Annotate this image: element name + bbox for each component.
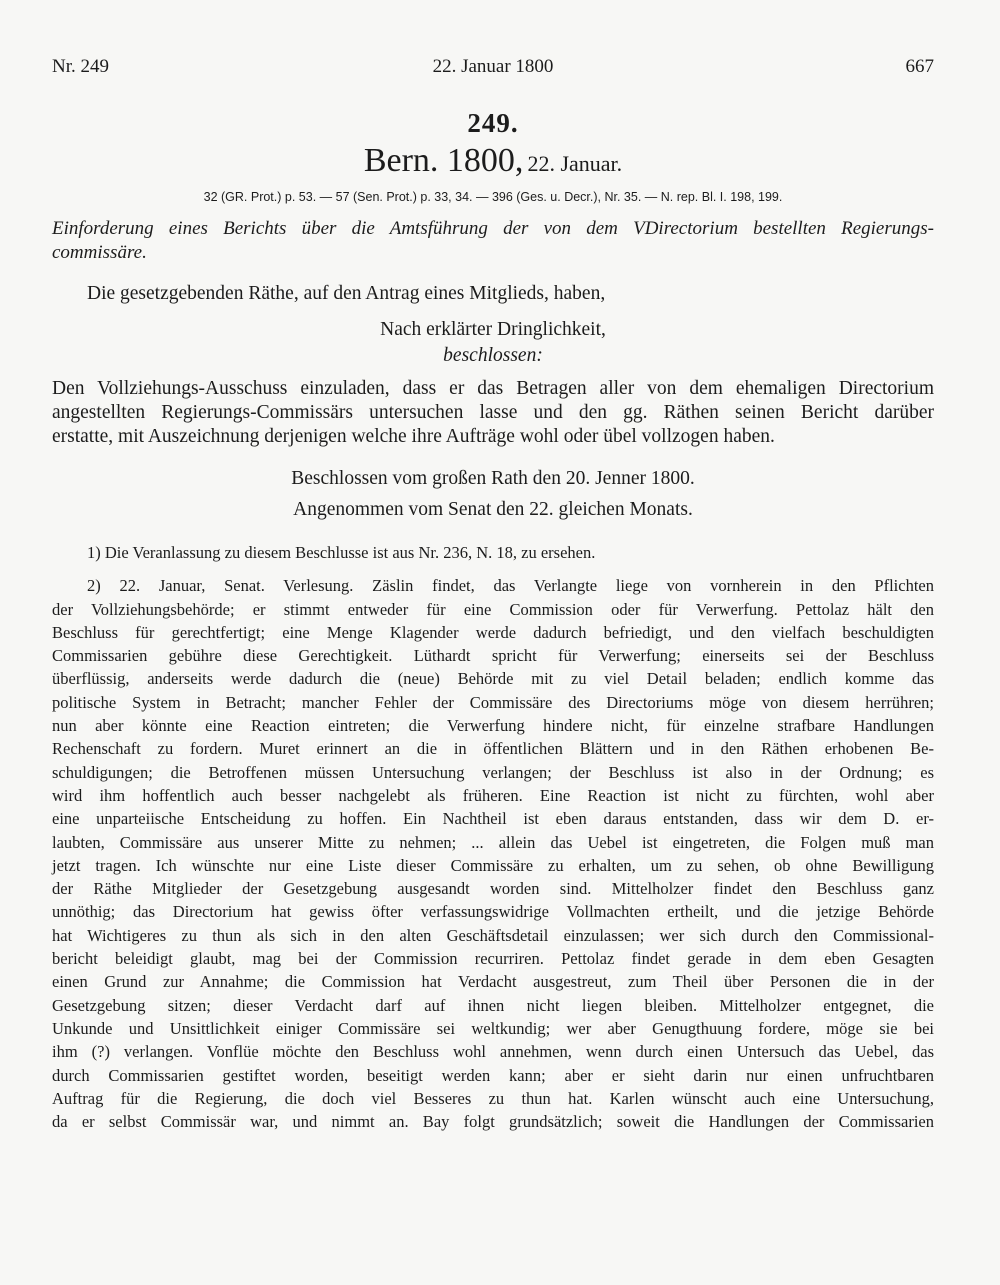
decree-urgency: Nach erklärter Dringlichkeit, <box>380 319 606 340</box>
title-date: 22. Januar. <box>527 151 623 176</box>
decree-closing-1-block <box>52 467 934 491</box>
footnote-2-line: durch Commissarien gestiftet worden, beseitigt werden kann; aber er sieht darin nur einen unfruchtbaren <box>52 1065 934 1085</box>
footnote-2-line: unnöthig; das Directorium hat gewiss öfter verfassungswidrige Vollmachten ertheilt, und die jetzige Behörde <box>52 902 934 922</box>
footnote-2-line: schuldigungen; die Betroffenen müssen Untersuchung verlangen; der Beschluss ist also in der Ordnung; es <box>52 762 934 782</box>
decree-closing-1: Beschlossen vom großen Rath den 20. Jenner 1800. <box>291 468 695 489</box>
decree-text-line: erstatte, mit Auszeichnung derjenigen welche ihre Aufträge wohl oder übel vollzogen haben. <box>52 426 775 447</box>
footnote-2-line: Commissarien gebühre diese Gerechtigkeit. Lüthardt spricht für Verwerfung; einerseits sei der Beschluss <box>52 646 934 666</box>
footnote-1: 1) Die Veranlassung zu diesem Beschlusse ist aus Nr. 236, N. 18, zu ersehen. <box>87 543 596 562</box>
footnote-2-line: der Räthe Mitglieder der Gesetzgebung ausgesandt worden sind. Mittelholzer findet den Beschluss ganz <box>52 879 934 899</box>
document-page <box>52 0 934 1285</box>
footnote-2-line: laubten, Commissäre aus unserer Mitte zu nehmen; ... allein das Uebel ist eingetreten, die Folgen muß man <box>52 832 934 852</box>
subject-line: commissäre. <box>52 242 147 263</box>
footnotes <box>52 541 934 1133</box>
footnote-2-line: Auftrag für die Regierung, die doch viel Besseres zu thun hat. Karlen wünscht auch eine Untersuchung, <box>52 1088 934 1108</box>
footnote-2-line: Rechenschaft zu fordern. Muret erinnert an die in öffentlichen Blättern und in den Räthen erhobenen Be- <box>52 739 934 759</box>
footnote-2-line: jetzt tragen. Ich wünschte nur eine Liste dieser Commissäre zu erhalten, um zu sehen, ob ohne Bewilligung <box>52 855 934 875</box>
footnote-2-line: ihm (?) verlangen. Vonflüe möchte den Beschluss wohl annehmen, wenn durch einen Untersuch das Uebel, das <box>52 1042 934 1062</box>
footnote-2-line: wird ihm hoffentlich auch besser nachgelebt als früheren. Eine Reaction ist nicht zu fürchten, wohl aber <box>52 785 934 805</box>
footnote-2-line: Gesetzgebung sitzen; dieser Verdacht darf auf ihnen nicht liegen bleiben. Mittelholzer entgegnet, die <box>52 995 934 1015</box>
decree-resolved: beschlossen: <box>443 345 543 366</box>
header-page-number: 667 <box>905 56 934 77</box>
decree-body <box>52 282 934 306</box>
decree-text <box>52 377 934 449</box>
footnote-2-line: 2) 22. Januar, Senat. Verlesung. Zäslin findet, das Verlangte liege von vornherein in den Pflichten <box>87 576 934 596</box>
decree-closing-2: Angenommen vom Senat den 22. gleichen Monats. <box>293 499 693 520</box>
document-title <box>52 142 934 180</box>
running-header <box>52 56 934 86</box>
footnote-2-line: da er selbst Commissär war, und nimmt an. Bay folgt grundsätzlich; soweit die Handlungen der Commissarien <box>52 1112 934 1132</box>
decree-closing-2-block <box>52 498 934 522</box>
header-document-number: Nr. 249 <box>52 56 109 77</box>
source-references: 32 (GR. Prot.) p. 53. — 57 (Sen. Prot.) p. 33, 34. — 396 (Ges. u. Decr.), Nr. 35. — N. rep. Bl. I. 198, 199. <box>203 190 783 204</box>
decree-intro: Die gesetzgebenden Räthe, auf den Antrag eines Mitglieds, haben, <box>87 283 606 304</box>
footnote-2-line: politische System in Betracht; mancher Fehler der Commissäre des Directoriums möge von diesem herrühren; <box>52 692 934 712</box>
footnote-2-line: der Vollziehungsbehörde; er stimmt entweder für eine Commission oder für Verwerfung. Pettolaz hält den <box>52 599 934 619</box>
decree-text-line: Den Vollziehungs-Ausschuss einzuladen, dass er das Betragen aller von dem ehemaligen Directorium <box>52 378 934 399</box>
footnote-2-line: Beschluss für gerechtfertigt; eine Menge Klagender werde dadurch befriedigt, und den vielfach beschuldigten <box>52 622 934 642</box>
decree-urgency-block <box>52 318 934 342</box>
subject-heading <box>52 217 934 265</box>
footnote-2-line: überflüssig, anderseits werde dadurch die (neue) Behörde mit zu viel Detail beladen; endlich komme das <box>52 669 934 689</box>
footnote-2-line: hat Wichtigeres zu thun als sich in den alten Geschäftsdetail einzulassen; wer sich durch den Commissional- <box>52 925 934 945</box>
footnote-2-line: einen Grund zur Annahme; die Commission hat Verdacht ausgestreut, zum Theil über Personen die in der <box>52 972 934 992</box>
subject-line: Einforderung eines Berichts über die Amtsführung der von dem VDirectorium bestellten Regierungs- <box>52 218 934 239</box>
footnote-2-line: nun aber könnte eine Reaction eintreten; die Verwerfung hindere nicht, für einzelne strafbare Handlungen <box>52 716 934 736</box>
header-date: 22. Januar 1800 <box>432 56 554 77</box>
title-place-year: Bern. 1800, <box>363 142 524 179</box>
footnote-2-line: Unkunde und Unsittlichkeit einiger Commissäre sei weltkundig; wer aber Genugthuung fordere, möge sie bei <box>52 1018 934 1038</box>
document-number: 249. <box>467 108 519 138</box>
decree-resolved-block <box>52 344 934 368</box>
footnote-2-line: bericht beleidigt glaubt, mag bei der Commission recurriren. Pettolaz findet gerade in dem eben Gesagten <box>52 949 934 969</box>
decree-text-line: angestellten Regierungs-Commissärs untersuchen lasse und den gg. Räthen seinen Bericht darüber <box>52 402 934 423</box>
footnote-2-line: eine unparteiische Entscheidung zu hoffen. Ein Nachtheil ist eben daraus entstanden, dass wir dem D. er- <box>52 809 934 829</box>
